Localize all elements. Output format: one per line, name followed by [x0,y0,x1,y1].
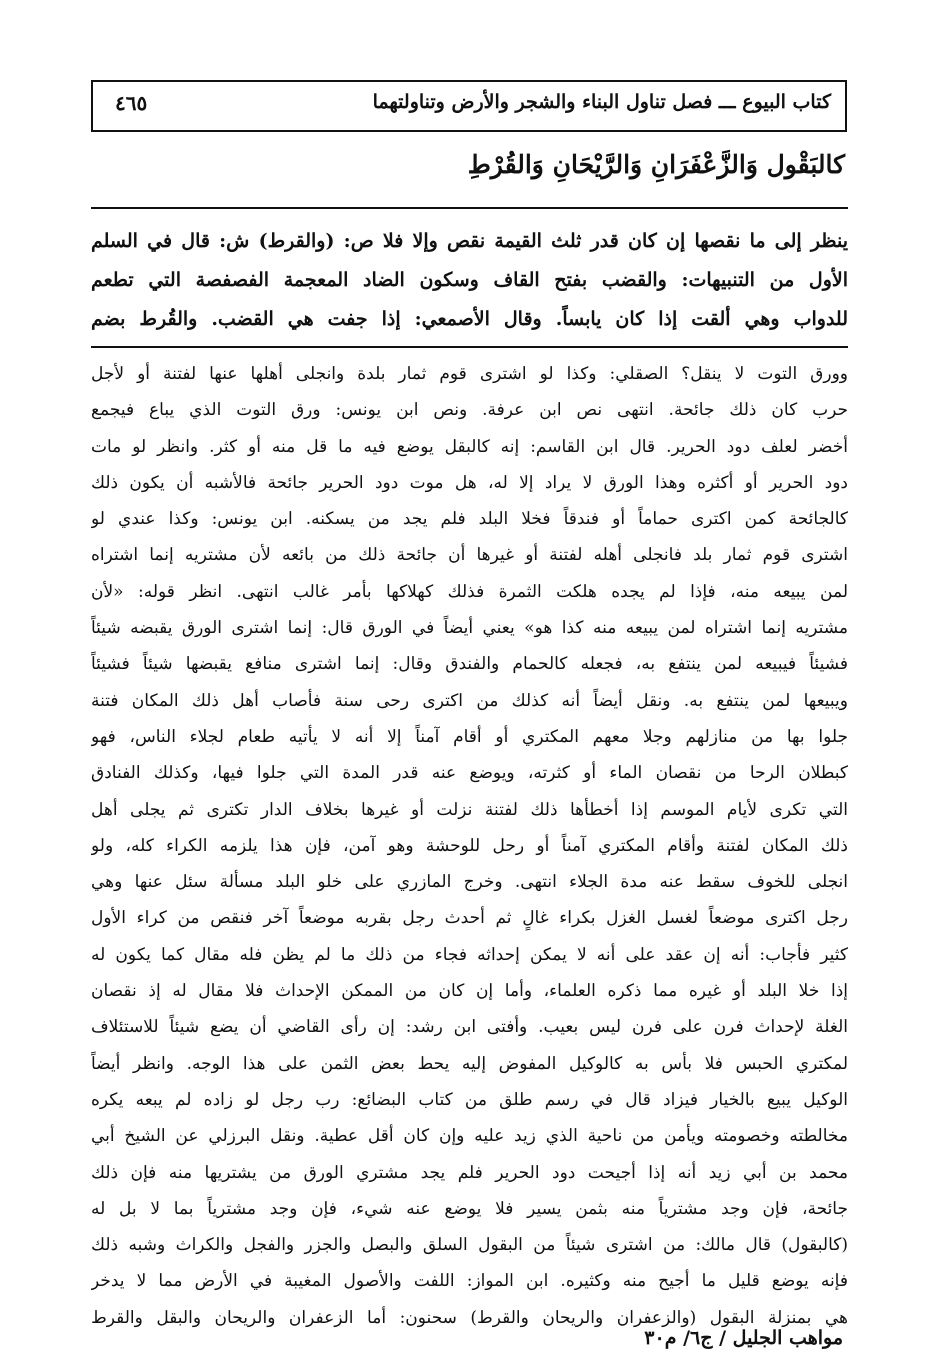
footer-signature: مواهب الجليل / ج٦/ م٣٠ [644,1327,843,1349]
note-line: كالجائحة كمن اكترى حماماً أو فندقاً فخلا البلد فلم يجد من يسكنه. ابن يونس: وكذا عندي لو [91,509,848,530]
sharh-line: للدواب وهي ألقت إذا كان يابساً. وقال الأصمعي: إذا جفت هي القضب. والقُرط بضم [91,308,848,330]
sharh-block [91,222,848,339]
note-line: هي بمنزلة البقول (والزعفران والريحان والقرط) سحنون: أما الزعفران والريحان والبقل والقرط [91,1307,848,1328]
note-line: رجل اكترى موضعاً لغسل الغزل بكراء غالٍ ثم أحدث رجل بقربه موضعاً آخر فنقص من كراء الأول [91,908,848,929]
note-line: اشترى قوم ثمار بلد فانجلى أهله لفتنة أو غيرها أن جائحة ذلك من بائعه لأن مشتريه إنما اشتراه [91,545,848,566]
note-line: وورق التوت لا ينقل؟ الصقلي: وكذا لو اشترى قوم ثمار بلدة وانجلى أهلها عنها لفتنة أو لأجل [91,364,848,384]
sharh-line: ينظر إلى ما نقصها إن كان قدر ثلث القيمة نقص وإلا فلا ص: (والقرط) ش: قال في السلم [91,230,848,252]
matn-text: كالبَقْول وَالزَّعْفَرَانِ وَالرَّيْحَانِ وَالقُرْطِ [467,150,845,179]
note-line: جلوا بها من منازلهم وجلا معهم المكتري أو أقام آمناً إلا أنه لا يأتيه طعام لجلاء الناس، فهو [91,726,848,747]
note-line: دود الحرير أو أكثره وهذا الورق لا يراد إلا له، هل موت دود الحرير جائحة فالأشبه أن يكون ذلك [91,472,848,493]
note-line: إذا خلا البلد أو غيره مما ذكره العلماء، وأما إن كان من الممكن الإحداث فلا مقال له إذ نقصان [91,981,848,1002]
note-line: فشيئاً فيبيعه لمن ينتفع به، فجعله كالحمام والفندق وقال: إنما اشترى منافع يقبضها شيئاً فشيئاً [91,654,848,675]
sharh-line: الأول من التنبيهات: والقضب بفتح القاف وسكون الضاد المعجمة الفصفصة التي تطعم [91,269,848,291]
note-line: محمد بن أبي زيد أنه إذا أجيحت دود الحرير فلم يجد مشتري الورق من يشتريها منه فإن ذلك [91,1162,848,1183]
note-line: الغلة لإحداث فرن على فرن ليس بعيب. وأفتى ابن رشد: إن رأى القاضي أن يضع شيئاً للاستئلاف [91,1017,848,1038]
notes-block [91,356,848,1336]
note-line: لمن يبيعه منه، فإذا لم يجده هلكت الثمرة فذلك كهلاكها بأمر غالب انتهى. انظر قوله: «لأن [91,581,848,602]
divider-rule [91,207,848,209]
note-line: جائحة، فإن وجد مشترياً منه بثمن يسير فلا يوضع عنه شيء، فإن وجد مشترياً بما لا بل له [91,1198,848,1219]
page-number: ٤٦٥ [115,91,148,115]
note-line: (كالبقول) قال مالك: من اشترى شيئاً من البقول السلق والبصل والجزر والفجل والكراث وشبه ذلك [91,1235,848,1256]
note-line: التي تكرى لأيام الموسم إذا أخطأها ذلك لفتنة نزلت أو غيرها بخلاف الدار تكترى ثم يجلى أهل [91,799,848,820]
note-line: مخالطته وخصومته ويأمن من ناحية الذي زيد عليه وإن كان أقل عطية. ونقل البرزلي عن الشيخ أبي [91,1126,848,1147]
note-line: ويبيعها لمن ينتفع به. ونقل أيضاً أنه كذلك من اكترى رحى سنة فأصاب أهل ذلك المكان فتنة [91,690,848,711]
divider-rule [91,346,848,348]
note-line: فإنه يوضع قليل ما أجيح منه وكثيره. ابن المواز: اللفت والأصول المغيبة في الأرض مما لا يدخر [91,1271,848,1292]
note-line: كثير فأجاب: أنه إن عقد على أنه لا يمكن إحداثه فجاء من ذلك ما لم يظن فله مقال كما يكون له [91,944,848,965]
note-line: انجلى للخوف سقط عنه مدة الجلاء انتهى. وخرج المازري على خلو البلد مسألة سئل عنها وهي [91,872,848,893]
note-line: كبطلان الرحا من نقصان الماء أو كثرته، ويوضع عنه قدر المدة التي جلوا فيها، وكذلك الفنادق [91,763,848,784]
note-line: ذلك المكان لفتنة وأقام المكتري آمناً أو رحل للوحشة وهو آمن، فإن هذا يلزمه الكراء كله، ولو [91,835,848,856]
note-line: لمكتري الحبس فلا بأس به كالوكيل المفوض إليه يحط بعض الثمن على هذا الوجه. وانظر أيضاً [91,1053,848,1074]
note-line: حرب كان ذلك جائحة. انتهى نص ابن عرفة. ونص ابن يونس: ورق التوت الذي يباع فيجمع [91,400,848,421]
note-line: الوكيل يبيع بالخيار فيزاد قال في رسم طلق من كتاب البضائع: رب رجل لو زاده لم يبعه يكره [91,1089,848,1110]
running-header [91,80,847,132]
note-line: مشتريه إنما اشتراه لمن يبيعه منه كذا هو» يعني أيضاً في الورق قال: إنما اشترى الورق يقبضه شيئاً [91,618,848,639]
header-title: كتاب البيوع ـــ فصل تناول البناء والشجر والأرض وتناولتهما [372,91,831,113]
note-line: أخضر لعلف دود الحرير. قال ابن القاسم: إنه كالبقل يوضع فيه ما قل منه أو كثر. وانظر لو مات [91,436,848,457]
